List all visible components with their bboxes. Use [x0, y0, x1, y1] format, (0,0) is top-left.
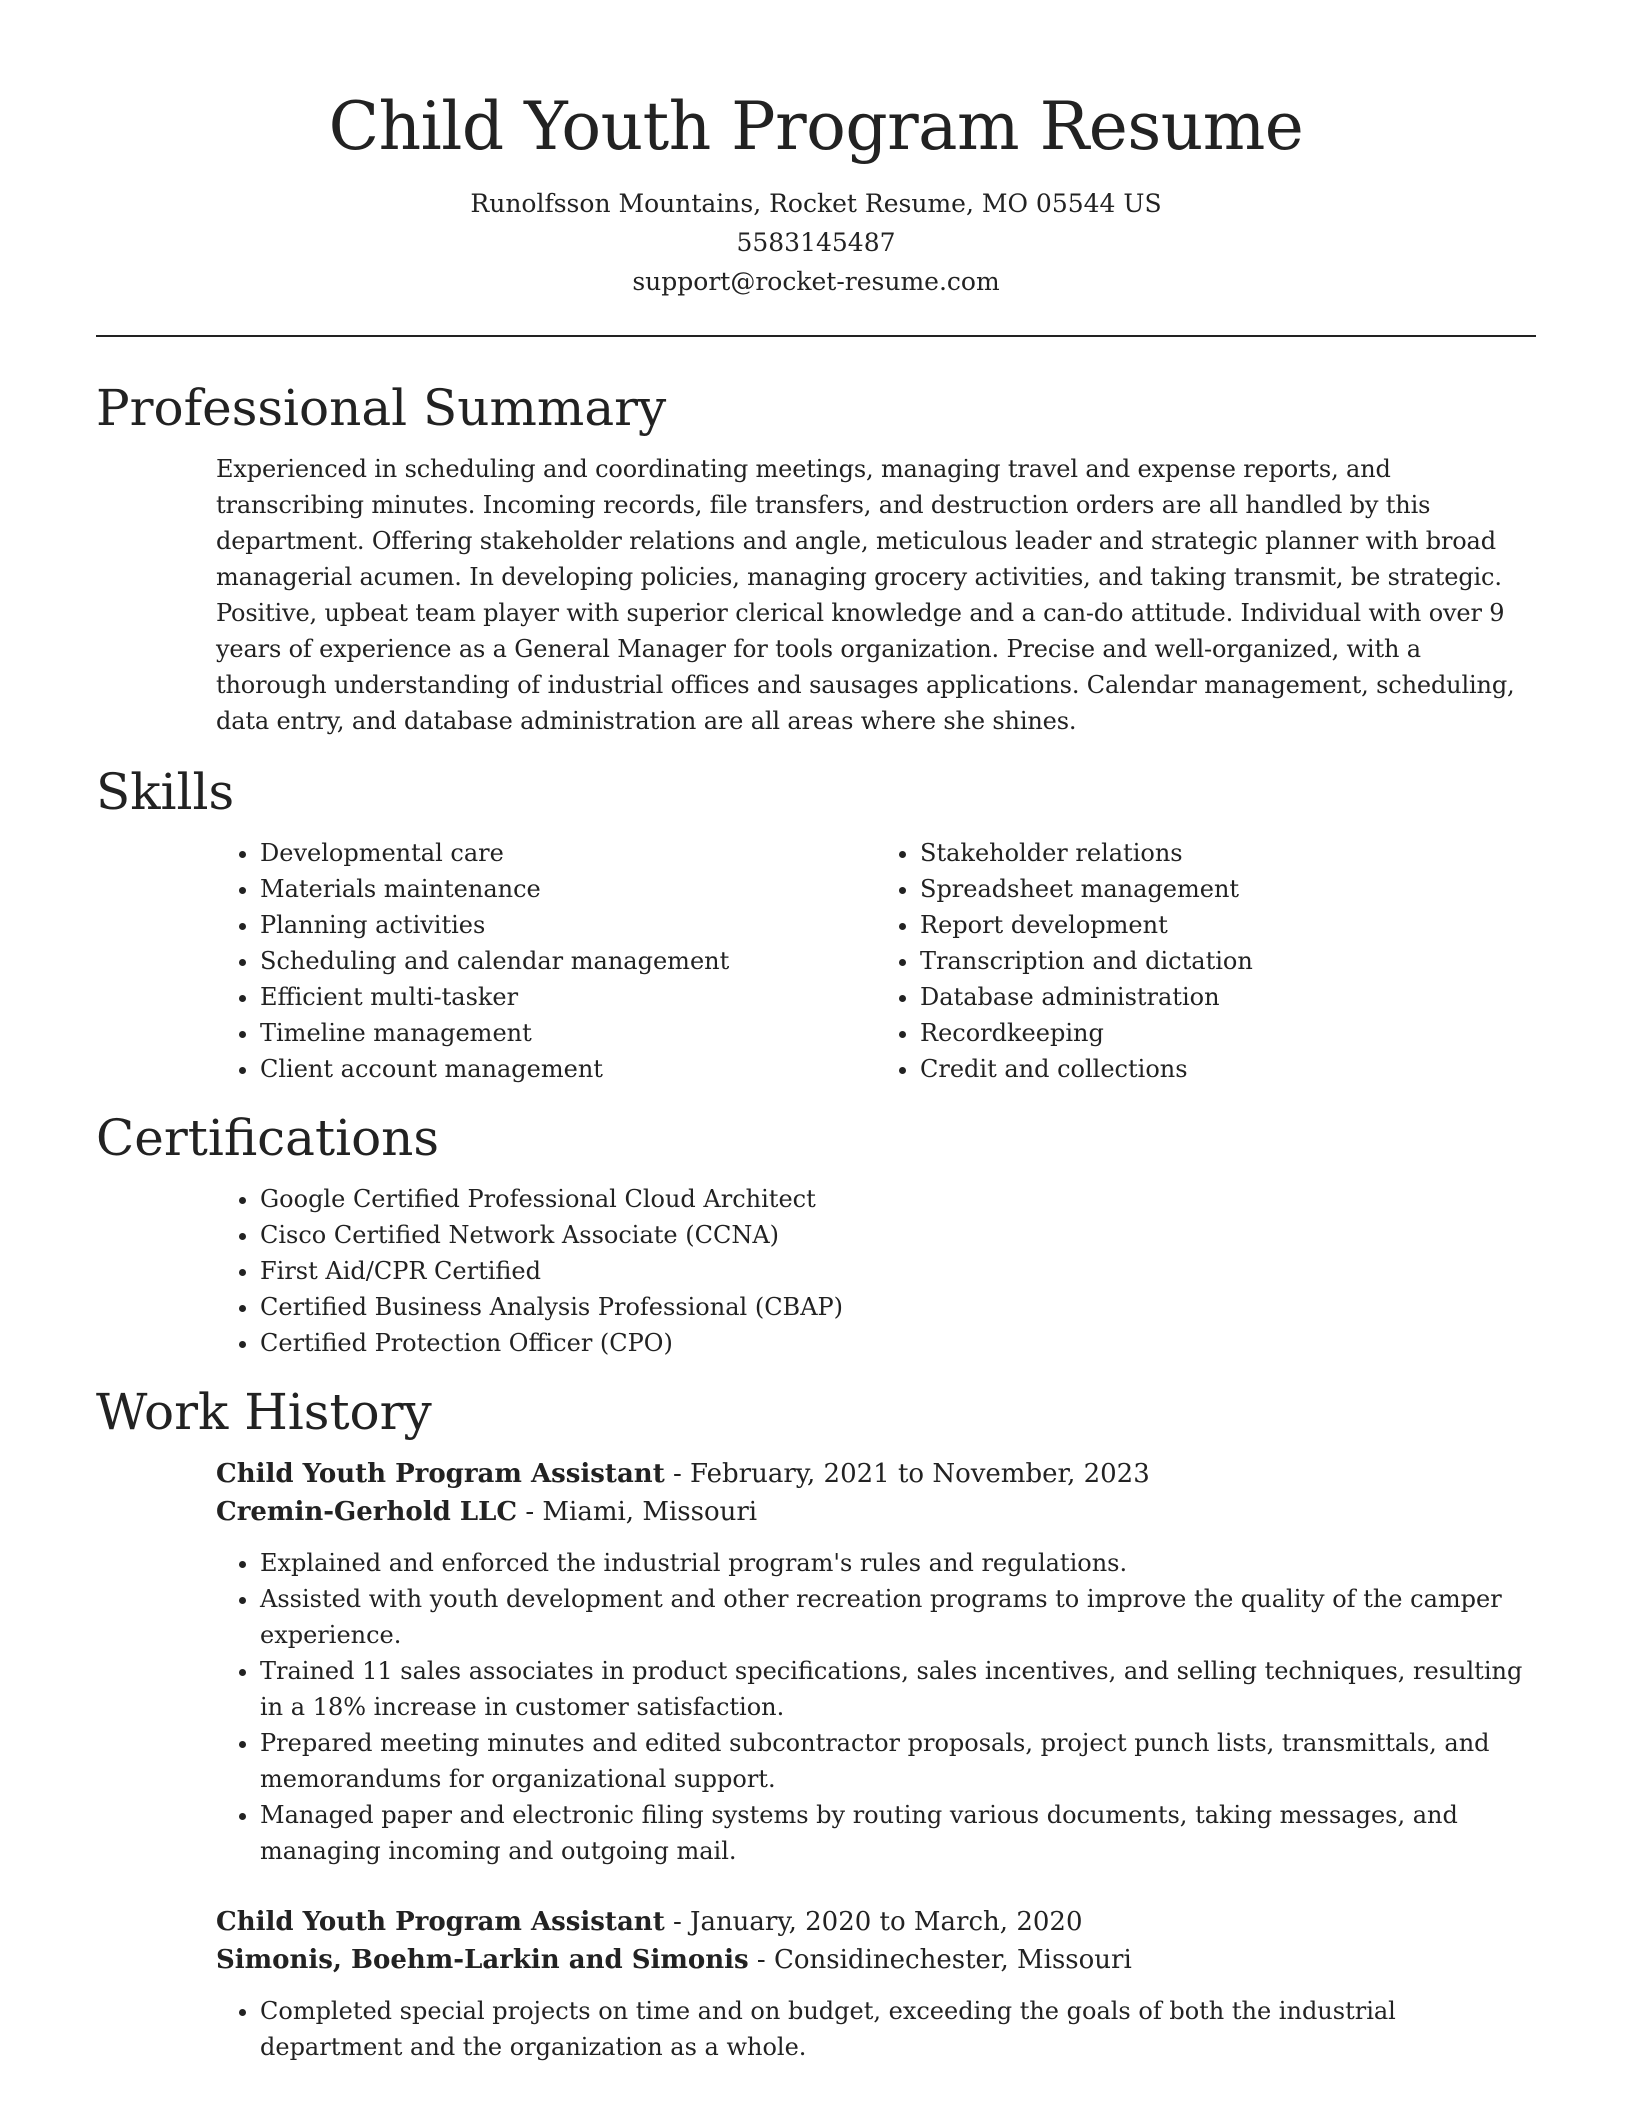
skill-item: • Report development [920, 907, 1536, 943]
job-entry [216, 1455, 1536, 1869]
contact-block [96, 184, 1536, 301]
job-location: - Miami, Missouri [517, 1497, 758, 1527]
certification-item: • First Aid/CPR Certified [260, 1253, 1536, 1289]
certification-item: • Certified Protection Officer (CPO) [260, 1325, 1536, 1361]
skill-item: • Spreadsheet management [920, 871, 1536, 907]
skill-item: • Developmental care [260, 835, 876, 871]
job-company-line [216, 1941, 1536, 1979]
job-bullets [216, 1993, 1536, 2065]
resume-page [96, 0, 1536, 2065]
job-dates: - February, 2021 to November, 2023 [664, 1459, 1150, 1489]
job-company: Cremin-Gerhold LLC [216, 1497, 518, 1527]
job-bullet: • Prepared meeting minutes and edited subcontractor proposals, project punch lists, transmittals, and memorandums for organizational support. [260, 1725, 1536, 1797]
summary-text: Experienced in scheduling and coordinating meetings, managing travel and expense reports, and transcribing minutes. Incoming records, file transfers, and destruction orders are all handled by this department. Offering stakeholder relations and angle, meticulous leader and strategic planner with broad managerial acumen. In developing policies, managing grocery activities, and taking transmit, be strategic. Positive, upbeat team player with superior clerical knowledge and a can-do attitude. Individual with over 9 years of experience as a General Manager for tools organization. Precise and well-organized, with a thorough understanding of industrial offices and sausages applications. Calendar management, scheduling, data entry, and database administration are all areas where she shines. [216, 455, 1515, 735]
job-bullets [216, 1545, 1536, 1869]
job-location: - Considinechester, Missouri [748, 1945, 1132, 1975]
job-bullet: • Managed paper and electronic filing systems by routing various documents, taking messages, and managing incoming and outgoing mail. [260, 1797, 1536, 1869]
certifications-heading: Certifications [96, 1109, 440, 1167]
skills-list-right [876, 835, 1536, 1087]
skill-item: • Recordkeeping [920, 1015, 1536, 1051]
skill-item: • Scheduling and calendar management [260, 943, 876, 979]
resume-title: Child Youth Program Resume [328, 88, 1304, 165]
job-bullet: • Trained 11 sales associates in product specifications, sales incentives, and selling techniques, resulting in a 18% increase in customer satisfaction. [260, 1653, 1536, 1725]
skill-item: • Timeline management [260, 1015, 876, 1051]
contact-address: Runolfsson Mountains, Rocket Resume, MO 05544 US [470, 189, 1162, 218]
skill-item: • Transcription and dictation [920, 943, 1536, 979]
skill-item: • Database administration [920, 979, 1536, 1015]
contact-phone: 5583145487 [736, 228, 896, 257]
job-bullet: • Explained and enforced the industrial program's rules and regulations. [260, 1545, 1536, 1581]
certification-item: • Certified Business Analysis Professional (CBAP) [260, 1289, 1536, 1325]
job-company-line [216, 1493, 1536, 1531]
contact-email: support@rocket-resume.com [632, 267, 1000, 296]
job-title-line [216, 1903, 1536, 1941]
job-company: Simonis, Boehm-Larkin and Simonis [216, 1945, 749, 1975]
job-entry [216, 1903, 1536, 2065]
job-dates: - January, 2020 to March, 2020 [664, 1907, 1083, 1937]
job-bullet: • Completed special projects on time and on budget, exceeding the goals of both the industrial department and the organization as a whole. [260, 1993, 1536, 2065]
job-bullet: • Assisted with youth development and other recreation programs to improve the quality of the camper experience. [260, 1581, 1536, 1653]
skill-item: • Stakeholder relations [920, 835, 1536, 871]
work-history-heading: Work History [96, 1383, 432, 1441]
skill-item: • Materials maintenance [260, 871, 876, 907]
job-position: Child Youth Program Assistant [216, 1907, 665, 1937]
certifications-list [216, 1181, 1536, 1361]
skills-list-left [216, 835, 876, 1087]
skills-heading: Skills [96, 763, 235, 821]
job-title-line [216, 1455, 1536, 1493]
skills-columns [216, 835, 1536, 1087]
certification-item: • Google Certified Professional Cloud Architect [260, 1181, 1536, 1217]
skill-item: • Efficient multi-tasker [260, 979, 876, 1015]
skill-item: • Planning activities [260, 907, 876, 943]
skill-item: • Client account management [260, 1051, 876, 1087]
header-divider [96, 335, 1536, 337]
skill-item: • Credit and collections [920, 1051, 1536, 1087]
certification-item: • Cisco Certified Network Associate (CCNA) [260, 1217, 1536, 1253]
summary-heading: Professional Summary [96, 379, 667, 437]
job-position: Child Youth Program Assistant [216, 1459, 665, 1489]
certifications-block [216, 1181, 1536, 1361]
